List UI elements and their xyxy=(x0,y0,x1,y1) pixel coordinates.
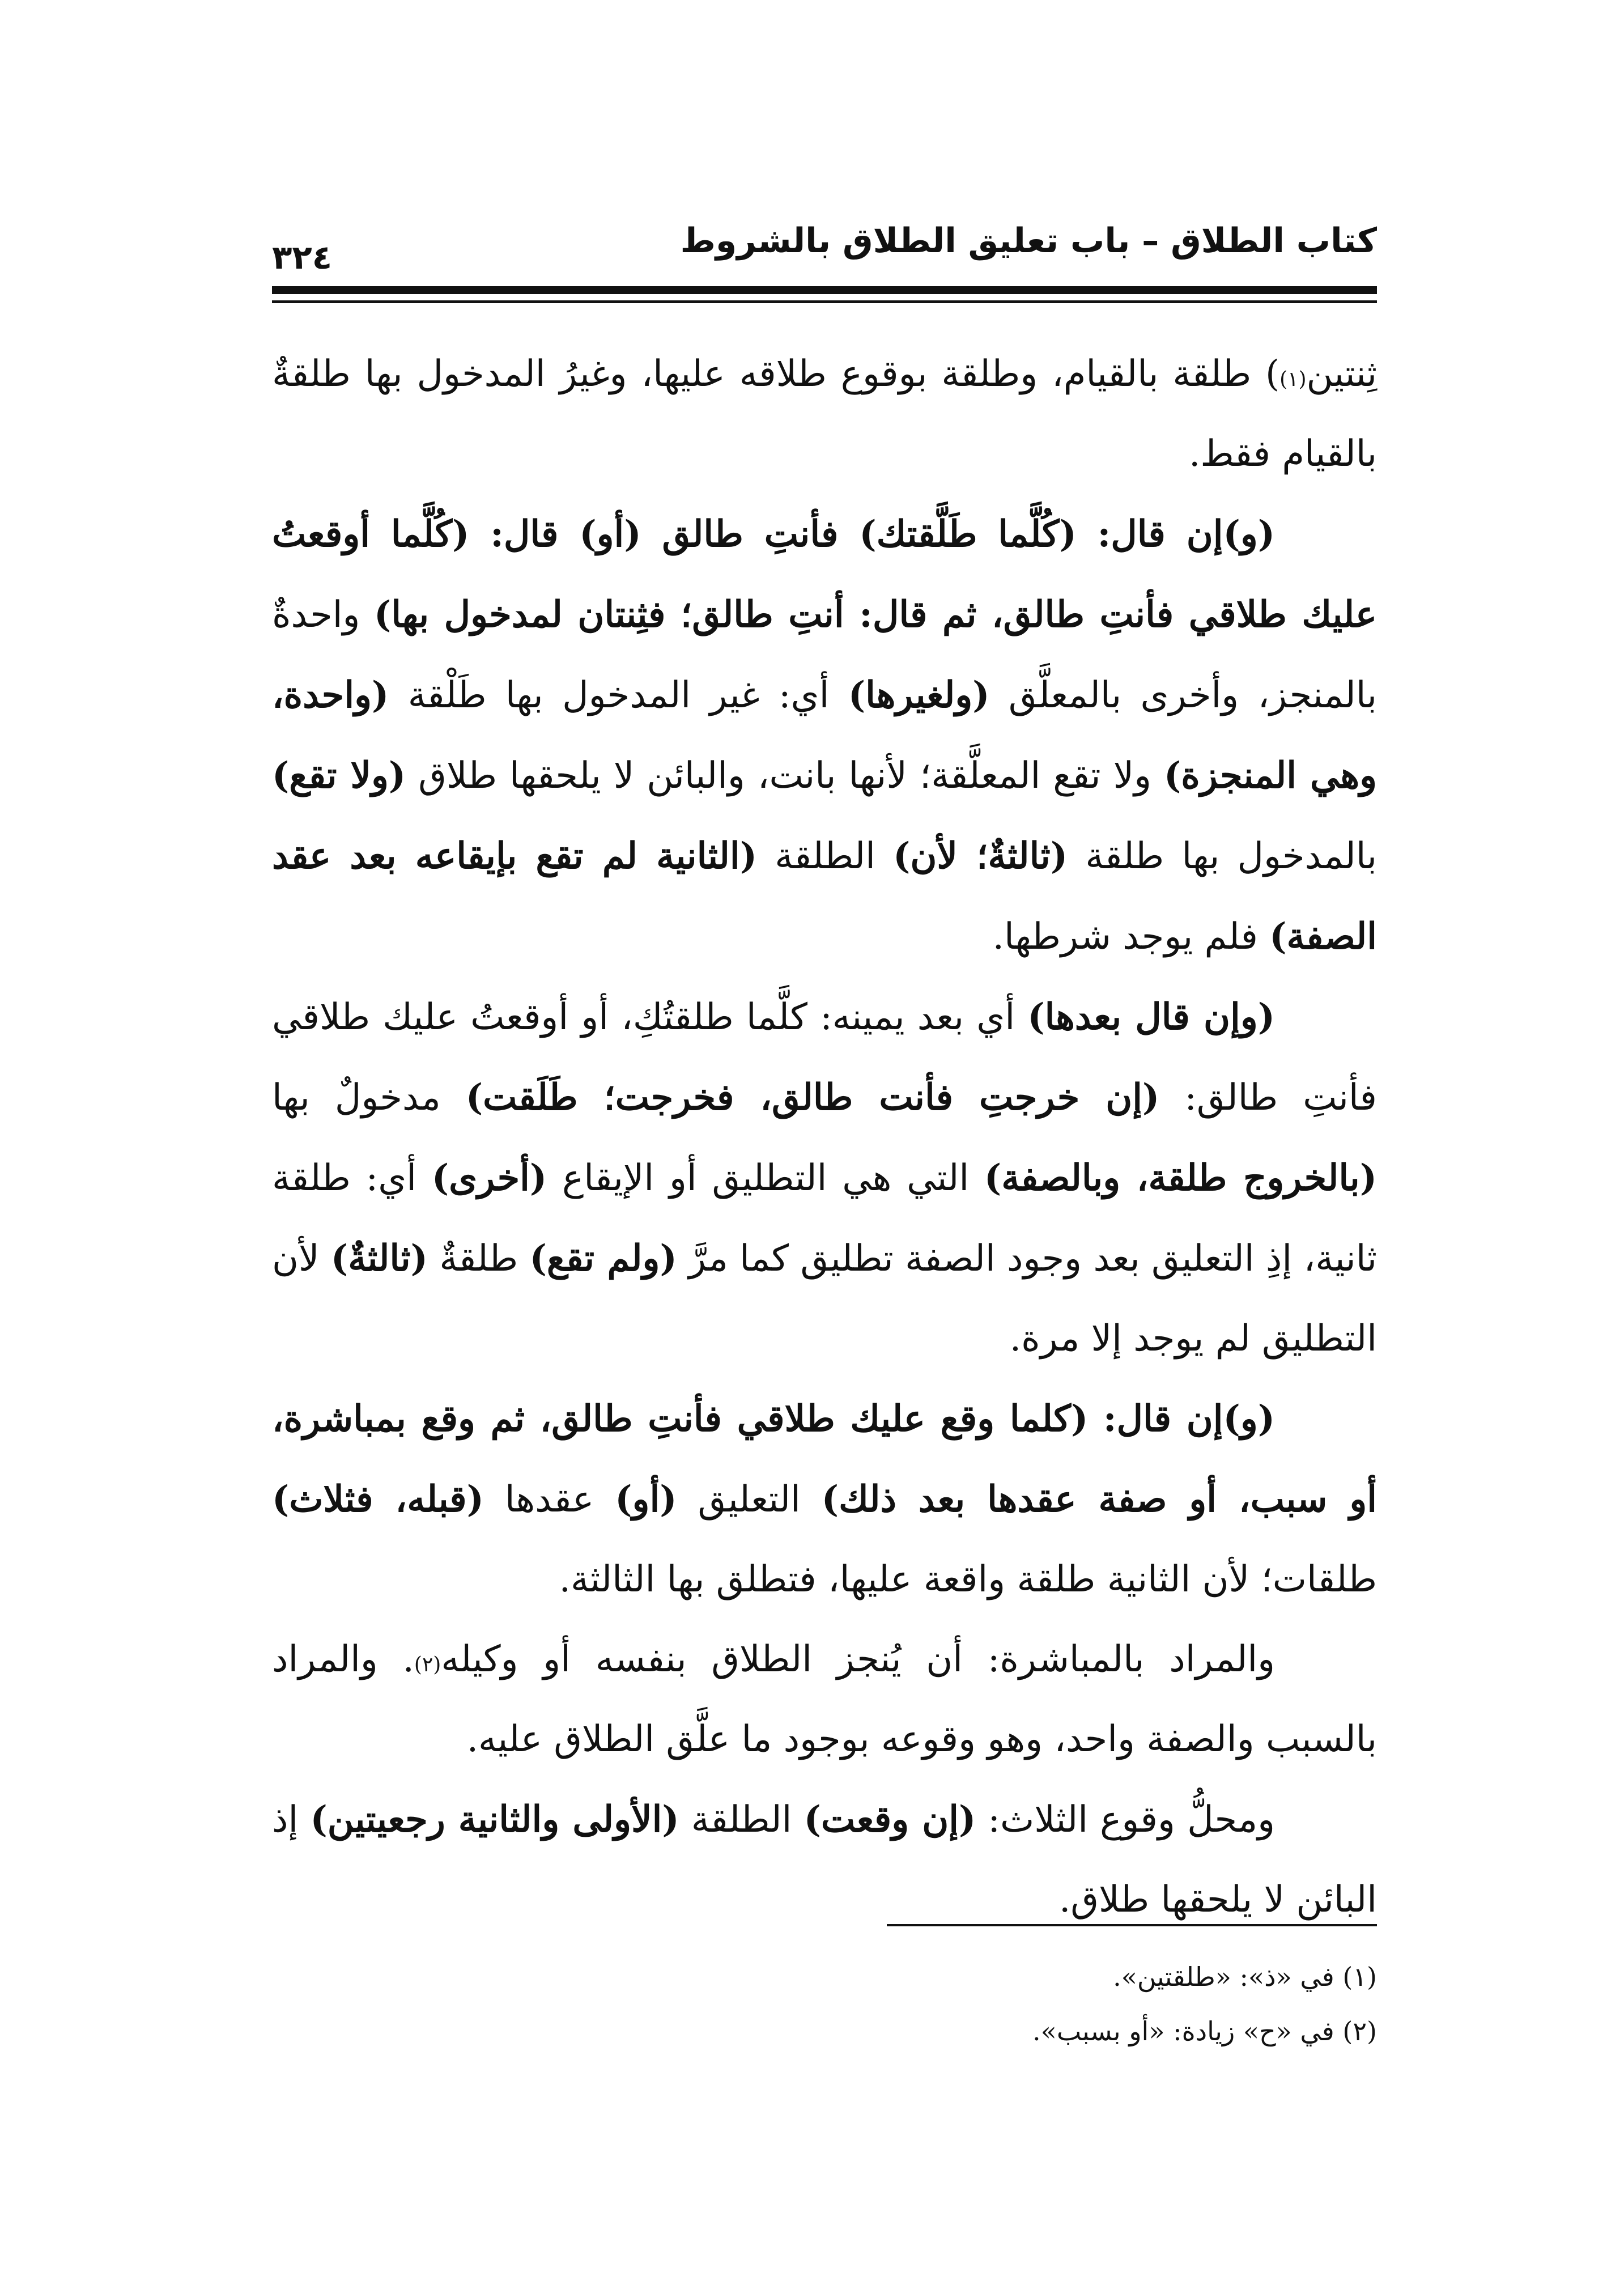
commentary-text: طلقات؛ لأن الثانية طلقة واقعة عليها، فتطلق بها الثالثة. xyxy=(559,1559,1377,1600)
paragraph xyxy=(272,1379,1377,1620)
paragraph xyxy=(272,334,1377,494)
matn-text: (ثالثةٌ؛ لأن) xyxy=(893,835,1068,877)
footnote-marker: (٢) xyxy=(414,1653,441,1676)
matn-text: (ولم تقع) xyxy=(529,1237,677,1280)
matn-text: (الأولى والثانية رجعيتين) xyxy=(310,1798,679,1841)
commentary-text: التعليق xyxy=(677,1479,822,1521)
commentary-text: أي: طلقة ثانية، إذِ التعليق بعد وجود الصفة تطليق كما مرَّ xyxy=(272,1157,1378,1280)
commentary-text: عقدها xyxy=(483,1479,615,1521)
matn-text: (إن وقعت) xyxy=(804,1798,976,1841)
paragraph xyxy=(272,1780,1377,1940)
matn-text: (كُلَّما طَلَّقتك) فأنتِ طالق (أو) قال: (كُلَّما أوقعتُ عليك طلاقي فأنتِ طالق، ثم قال: أنتِ طالق؛ فثِنتان لمدخول بها) xyxy=(272,513,1378,636)
paragraph xyxy=(272,977,1377,1379)
matn-text: (أخرى) xyxy=(431,1157,547,1199)
footnote-marker: (١) xyxy=(1279,368,1307,391)
commentary-text: ثِنتين xyxy=(1306,353,1377,395)
commentary-text: واحدةٌ بالمنجز، وأخرى بالمعلَّق xyxy=(272,594,1378,716)
commentary-text: لأن التطليق لم يوجد إلا مرة. xyxy=(272,1238,1377,1360)
matn-text: (و)إن قال: xyxy=(1076,513,1276,555)
commentary-text: الطلقة xyxy=(679,1799,804,1841)
footnote-separator xyxy=(887,1924,1377,1926)
running-header xyxy=(272,215,1377,278)
matn-text: (ولغيرها) xyxy=(848,674,990,716)
chapter-title: كتاب الطلاق – باب تعليق الطلاق بالشروط xyxy=(680,221,1377,261)
matn-text: (بالخروج طلقة، وبالصفة) xyxy=(984,1157,1377,1199)
matn-text: (قبله، فثلاث) xyxy=(272,1478,484,1521)
page-number: ٣٢٤ xyxy=(272,238,333,277)
commentary-text: والمراد بالمباشرة: أن يُنجز الطلاق بنفسه أو وكيله xyxy=(441,1638,1276,1680)
header-rule-thin xyxy=(272,300,1377,303)
commentary-text: طلقةٌ xyxy=(427,1238,530,1280)
matn-text: (و)إن قال: (كلما وقع عليك طلاقي فأنتِ طالق، ثم وقع بمباشرة، أو سبب، أو صفة عقدها بعد ذلك) xyxy=(272,1398,1378,1521)
commentary-text: التي هي التطليق أو الإيقاع xyxy=(547,1157,984,1199)
commentary-text: أي بعد يمينه: كلَّما طلقتُكِ، أو أوقعتُ عليك طلاقي فأنتِ طالق: xyxy=(272,996,1378,1119)
header-rule-thick xyxy=(272,286,1377,294)
matn-text: (وإن قال بعدها) xyxy=(1027,996,1276,1038)
footnote-1: (١) في «ذ»: «طلقتين». xyxy=(1113,1961,1377,1992)
matn-text: (إن خرجتِ فأنت طالق، فخرجت؛ طَلَقت) xyxy=(465,1076,1160,1119)
matn-text: (واحدة، وهي المنجزة) xyxy=(272,674,1378,797)
commentary-text: إذ البائن لا يلحقها طلاق. xyxy=(272,1799,1377,1921)
commentary-text: أي: غير المدخول بها طَلْقة xyxy=(389,674,848,716)
commentary-text: ومحلُّ وقوع الثلاث: xyxy=(976,1799,1276,1841)
commentary-text: فلم يوجد شرطها. xyxy=(992,916,1270,958)
matn-text: (الثانية لم تقع بإيقاعه بعد عقد الصفة) xyxy=(272,835,1377,958)
paragraph xyxy=(272,494,1377,977)
commentary-text: ولا تقع المعلَّقة؛ لأنها بانت، والبائن لا يلحقها طلاق xyxy=(406,755,1164,797)
paragraph xyxy=(272,1620,1377,1780)
matn-text: (ثالثةٌ) xyxy=(330,1237,428,1280)
footnotes xyxy=(272,1950,1377,2058)
main-text xyxy=(272,334,1377,1940)
commentary-text: . والمراد بالسبب والصفة واحد، وهو وقوعه بوجود ما علَّق الطلاق عليه. xyxy=(272,1638,1377,1760)
commentary-text: مدخولٌ بها xyxy=(272,1077,466,1119)
footnote-2: (٢) في «ح» زيادة: «أو بسبب». xyxy=(1032,2016,1377,2046)
matn-text: (ولا تقع) xyxy=(272,754,406,797)
matn-text: (أو) xyxy=(615,1478,677,1521)
commentary-text: ) طلقة بالقيام، وطلقة بوقوع طلاقه عليها، وغيرُ المدخول بها طلقةٌ بالقيام فقط. xyxy=(272,353,1377,475)
commentary-text: الطلقة xyxy=(756,835,894,877)
commentary-text: بالمدخول بها طلقة xyxy=(1068,835,1378,877)
